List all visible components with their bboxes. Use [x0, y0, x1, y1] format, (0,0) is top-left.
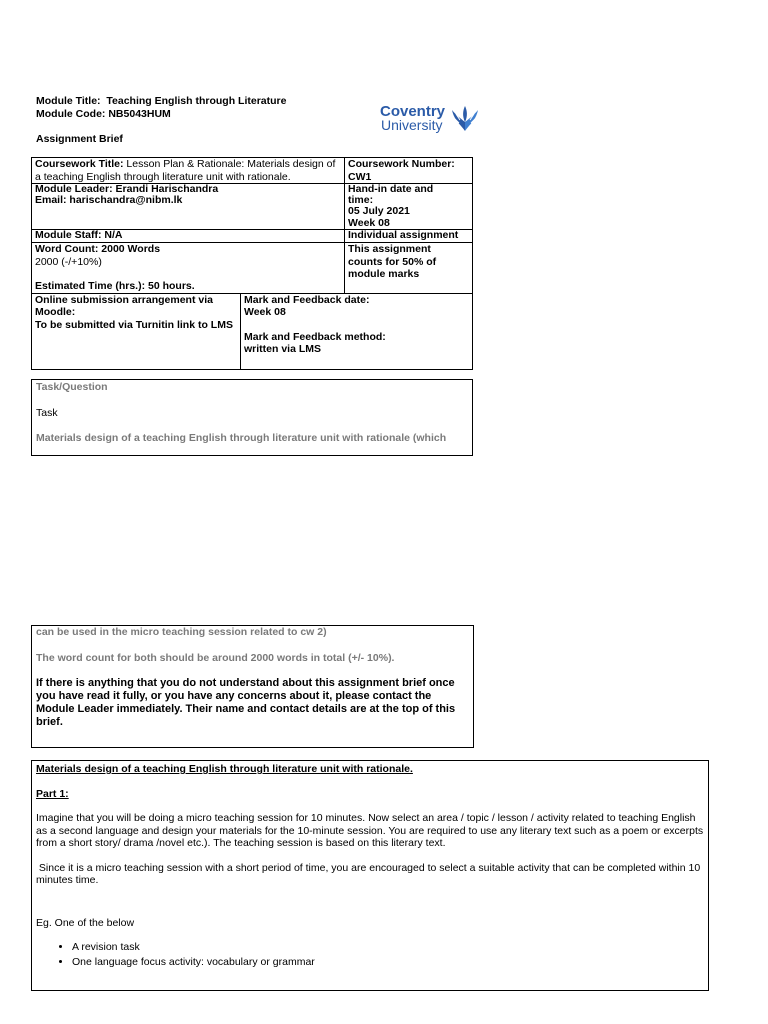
module-title-label: Module Title: — [36, 95, 101, 107]
part-2-paragraph: Since it is a micro teaching session with a short period of time, you are encouraged to select a suitable activity that can be completed within 10 minutes time. — [36, 861, 704, 886]
word-count-cell — [32, 243, 345, 294]
coursework-title-label: Coursework Title: — [35, 158, 124, 170]
module-code-label: Module Code: — [36, 108, 106, 120]
handin-label: Hand-in date and time: — [348, 183, 434, 206]
mark-method-label: Mark and Feedback method: — [244, 330, 386, 343]
online-submission: Online submission arrangement via Moodle: — [35, 293, 213, 318]
online-submission-cell — [32, 293, 241, 369]
coursework-number-cell — [345, 158, 473, 184]
coursework-number-label: Coursework Number: — [348, 158, 455, 170]
part-1-paragraph: Imagine that you will be doing a micro teaching session for 10 minutes. Now select an area / topic / lesson / activity related to teaching English as a second language and design your materials for the 10-minute session. You are required to use any literary text such as a poem or excerpts from a short story/ drama /novel etc.). The teaching session is based on this literary text. — [36, 812, 704, 849]
contact-note: If there is anything that you do not understand about this assignment brief once you have read it fully, or you have any concerns about it, please contact the Module Leader immediately. Their name and contact details are at the top of this brief. — [36, 677, 456, 728]
example-list — [36, 941, 704, 968]
assignment-brief-heading: Assignment Brief — [36, 133, 123, 145]
example-label: Eg. One of the below — [36, 916, 135, 929]
counts-for: This assignment counts for 50% of module marks — [348, 243, 437, 280]
coventry-university-logo — [380, 104, 480, 136]
part-one-box — [31, 760, 709, 991]
estimated-time: Estimated Time (hrs.): 50 hours. — [35, 280, 195, 292]
counts-for-cell — [345, 243, 473, 294]
handin-week: Week 08 — [348, 217, 390, 229]
individual-assignment: Individual assignment — [345, 230, 473, 243]
part-1-heading: Part 1: — [36, 787, 69, 800]
task-label: Task — [36, 406, 58, 419]
phoenix-icon — [450, 104, 480, 134]
list-item: • A revision task — [72, 941, 704, 954]
turnitin-note: To be submitted via Turnitin link to LMS — [35, 318, 233, 331]
module-leader-email: Email: harischandra@nibm.lk — [35, 194, 183, 206]
word-count-label: Word Count: 2000 Words — [35, 243, 161, 255]
materials-line: Materials design of a teaching English through literature unit with rationale (which — [36, 432, 447, 444]
word-count-note: The word count for both should be around 2000 words in total (+/- 10%). — [36, 651, 395, 664]
task-question-box — [31, 379, 473, 455]
mark-date-label: Mark and Feedback date: — [244, 293, 370, 306]
module-staff: Module Staff: N/A — [32, 230, 345, 243]
module-leader: Module Leader: Erandi Harischandra — [35, 183, 219, 195]
part-title: Materials design of a teaching English through literature unit with rationale. — [36, 763, 413, 775]
handin-cell — [345, 184, 473, 230]
logo-line1: Coventry — [380, 103, 446, 120]
continued-task-box — [31, 625, 474, 748]
continued-line: can be used in the micro teaching session related to cw 2) — [36, 626, 327, 638]
mark-date-week: Week 08 — [244, 306, 286, 318]
page-break-line — [31, 455, 473, 456]
handin-date: 05 July 2021 — [348, 205, 410, 217]
module-leader-cell — [32, 184, 345, 230]
mark-feedback-cell — [241, 293, 473, 369]
coursework-title-cell — [32, 158, 345, 184]
module-code — [36, 108, 171, 121]
task-question-heading: Task/Question — [36, 381, 108, 393]
list-item: • One language focus activity: vocabulary or grammar — [72, 956, 704, 969]
module-title — [36, 95, 286, 108]
logo-line2: University — [381, 117, 443, 133]
assignment-info-table — [31, 157, 473, 370]
module-code-value: NB5043HUM — [108, 108, 171, 120]
module-title-value: Teaching English through Literature — [106, 95, 287, 107]
word-count-range: 2000 (-/+10%) — [35, 255, 102, 268]
coursework-title-value: Lesson Plan & Rationale: Materials design of a teaching English through literature unit with rationale. — [35, 158, 336, 183]
mark-method: written via LMS — [244, 343, 322, 355]
coursework-number-value: CW1 — [348, 170, 372, 183]
